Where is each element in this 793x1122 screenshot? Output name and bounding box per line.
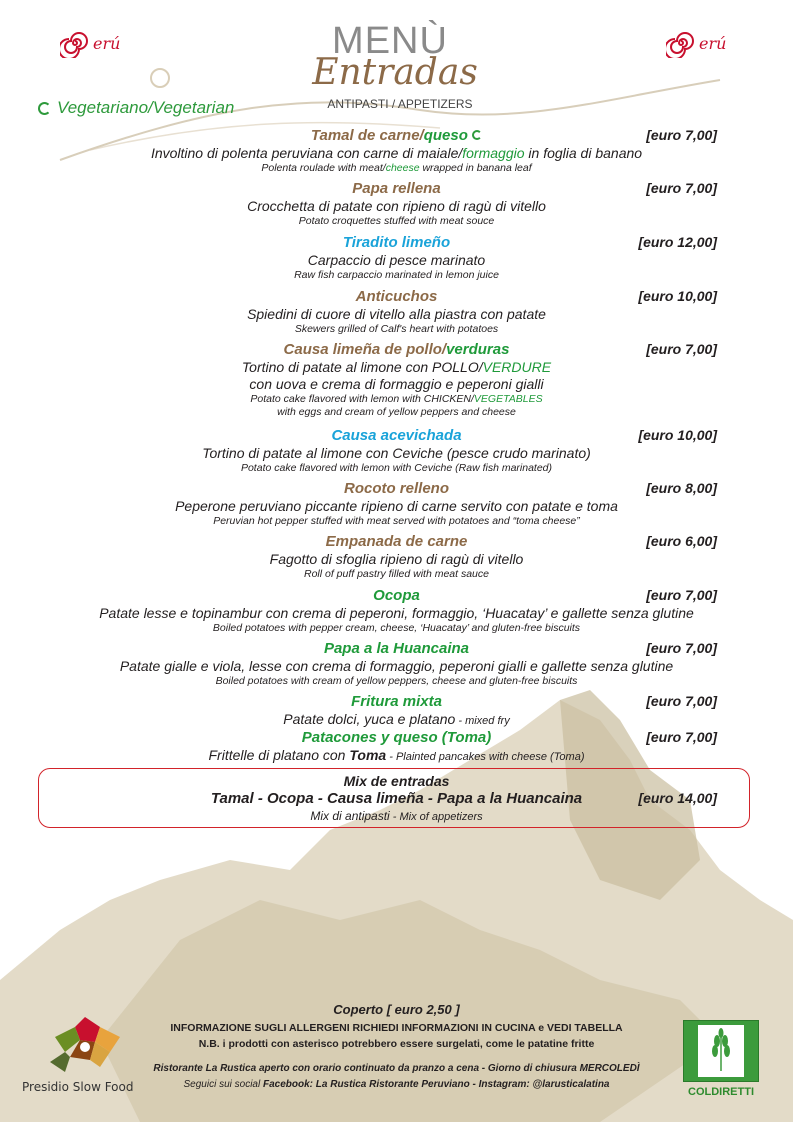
mix-title: Mix de entradas [343, 773, 450, 789]
menu-item [0, 180, 793, 228]
item-name-veg: verduras [446, 341, 510, 358]
coldiretti-logo [683, 1020, 759, 1082]
vegetarian-legend-label: Vegetariano/Vegetarian [57, 98, 235, 117]
social-label: Seguici sui social [183, 1079, 263, 1090]
vegetarian-legend [38, 98, 234, 118]
item-desc: Frittelle di platano con [208, 747, 350, 763]
item-desc-en: Boiled potatoes with cream of yellow peppers, cheese and gluten-free biscuits [215, 675, 578, 687]
item-desc-en-end: wrapped in banana leaf [419, 162, 532, 174]
mix-price: [euro 14,00] [638, 790, 717, 806]
mix-item [0, 772, 793, 826]
item-price: [euro 7,00] [646, 640, 717, 656]
slowfood-label: Presidio Slow Food [22, 1080, 134, 1094]
item-desc-en: Boiled potatoes with pepper cream, cheese, ‘Huacatay’ and gluten-free biscuits [212, 622, 581, 634]
vegetarian-icon [472, 130, 482, 140]
item-desc-veg: VERDURE [482, 359, 552, 375]
item-price: [euro 7,00] [646, 341, 717, 357]
item-desc: Patate dolci, yuca e platano [283, 711, 456, 727]
social-links: Facebook: La Rustica Ristorante Peruviano - Instagram: @larusticalatina [262, 1079, 610, 1090]
item-desc: Patate lesse e topinambur con crema di peperoni, formaggio, ‘Huacatay’ e gallette senza glutine [99, 605, 694, 621]
item-name: Empanada de carne [325, 533, 468, 550]
item-price: [euro 7,00] [646, 180, 717, 196]
menu-item [0, 640, 793, 688]
menu-item [0, 587, 793, 635]
item-desc-en: Peruvian hot pepper stuffed with meat served with potatoes and “toma cheese” [213, 515, 580, 527]
mix-desc-en: - Mix of appetizers [389, 811, 483, 823]
peru-logo-left [60, 28, 120, 58]
item-price: [euro 7,00] [646, 729, 717, 745]
peru-spiral-icon [666, 28, 696, 58]
page-title: MENÙ [332, 20, 448, 62]
item-desc: Crocchetta di patate con ripieno di ragù di vitello [247, 198, 546, 214]
menu-item [0, 288, 793, 336]
mix-desc-it: Mix di antipasti [310, 809, 390, 823]
item-name: Tamal de carne/ [310, 127, 424, 144]
item-desc-en: Roll of puff pastry filled with meat sauce [303, 568, 489, 580]
peru-logo-text: erú [93, 33, 121, 53]
item-name: Patacones y queso (Toma) [301, 729, 492, 746]
item-desc-en-line2: with eggs and cream of yellow peppers and cheese [277, 406, 516, 418]
item-name: Tiradito limeño [342, 234, 451, 251]
item-desc-en: Potato cake flavored with lemon with CHICKEN/ [250, 393, 474, 405]
allergens-note: INFORMAZIONE SUGLI ALLERGENI RICHIEDI INFORMAZIONI IN CUCINA e VEDI TABELLA [170, 1022, 623, 1034]
item-desc-en: Skewers grilled of Calf's heart with potatoes [294, 323, 499, 335]
item-desc: Spiedini di cuore di vitello alla piastra con patate [247, 306, 546, 322]
item-name: Causa limeña de pollo/ [283, 341, 447, 358]
menu-item [0, 480, 793, 528]
item-name: Papa rellena [352, 180, 441, 197]
menu-item [0, 427, 793, 475]
item-desc-bold: Toma [349, 747, 387, 763]
item-price: [euro 8,00] [646, 480, 717, 496]
item-price: [euro 12,00] [638, 234, 717, 250]
item-price: [euro 7,00] [646, 693, 717, 709]
page-subtitle: Entradas [312, 52, 478, 93]
menu-item [0, 234, 793, 282]
item-name: Fritura mixta [351, 693, 442, 710]
item-price: [euro 10,00] [638, 427, 717, 443]
item-desc-en-veg: cheese [385, 162, 420, 174]
item-name: Papa a la Huancaina [323, 640, 470, 657]
item-desc-line2: con uova e crema di formaggio e peperoni gialli [249, 376, 544, 392]
peru-logo-right [666, 28, 726, 58]
wheat-icon [684, 1021, 758, 1081]
item-desc-note: - Plainted pancakes with cheese (Toma) [386, 751, 585, 763]
item-price: [euro 7,00] [646, 127, 717, 143]
menu-item [0, 533, 793, 581]
peru-logo-text: erú [699, 33, 727, 53]
item-desc-veg: formaggio [462, 145, 525, 161]
item-name: Rocoto relleno [343, 480, 449, 497]
item-desc-note: - mixed fry [455, 715, 510, 727]
slowfood-logo-icon [40, 1012, 130, 1082]
item-price: [euro 6,00] [646, 533, 717, 549]
item-desc: Tortino di patate al limone con Ceviche (pesce crudo marinato) [202, 445, 591, 461]
item-desc: Peperone peruviano piccante ripieno di carne servito con patate e toma [175, 498, 618, 514]
item-name-veg: queso [423, 127, 468, 144]
item-desc: Tortino di patate al limone con POLLO/ [241, 359, 483, 375]
item-name: Causa acevichada [331, 427, 462, 444]
item-desc: Carpaccio di pesce marinato [307, 252, 486, 268]
item-name: Anticuchos [355, 288, 438, 305]
peru-spiral-icon [60, 28, 90, 58]
item-desc: Involtino di polenta peruviana con carne di maiale/ [150, 145, 463, 161]
coldiretti-label: COLDIRETTI [688, 1086, 754, 1098]
item-desc-en: Polenta roulade with meat/ [261, 162, 386, 174]
item-desc: Fagotto di sfoglia ripieno di ragù di vitello [269, 551, 524, 567]
coperto: Coperto [ euro 2,50 ] [333, 1002, 460, 1017]
item-desc-en: Potato cake flavored with lemon with Ceviche (Raw fish marinated) [240, 462, 553, 474]
menu-item [0, 341, 793, 419]
menu-item [0, 693, 793, 730]
item-desc-en: Raw fish carpaccio marinated in lemon juice [294, 269, 499, 281]
item-desc-end: in foglia di banano [524, 145, 643, 161]
item-desc-en-veg: VEGETABLES [473, 393, 543, 405]
menu-item [0, 127, 793, 175]
menu-item [0, 729, 793, 766]
item-name: Ocopa [373, 587, 420, 604]
item-desc: Patate gialle e viola, lesse con crema di formaggio, peperoni gialli e gallette senza glutine [119, 658, 674, 674]
frozen-note: N.B. i prodotti con asterisco potrebbero essere surgelati, come le patatine fritte [198, 1038, 595, 1050]
hours-note: Ristorante La Rustica aperto con orario continuato da pranzo a cena - Giorno di chiusura MERCOLEDÌ [153, 1063, 640, 1074]
item-price: [euro 7,00] [646, 587, 717, 603]
item-desc-en: Potato croquettes stuffed with meat souce [298, 215, 495, 227]
mix-items: Tamal - Ocopa - Causa limeña - Papa a la Huancaina [210, 790, 583, 807]
item-price: [euro 10,00] [638, 288, 717, 304]
section-label: ANTIPASTI / APPETIZERS [327, 97, 473, 111]
vegetarian-icon [38, 102, 51, 115]
